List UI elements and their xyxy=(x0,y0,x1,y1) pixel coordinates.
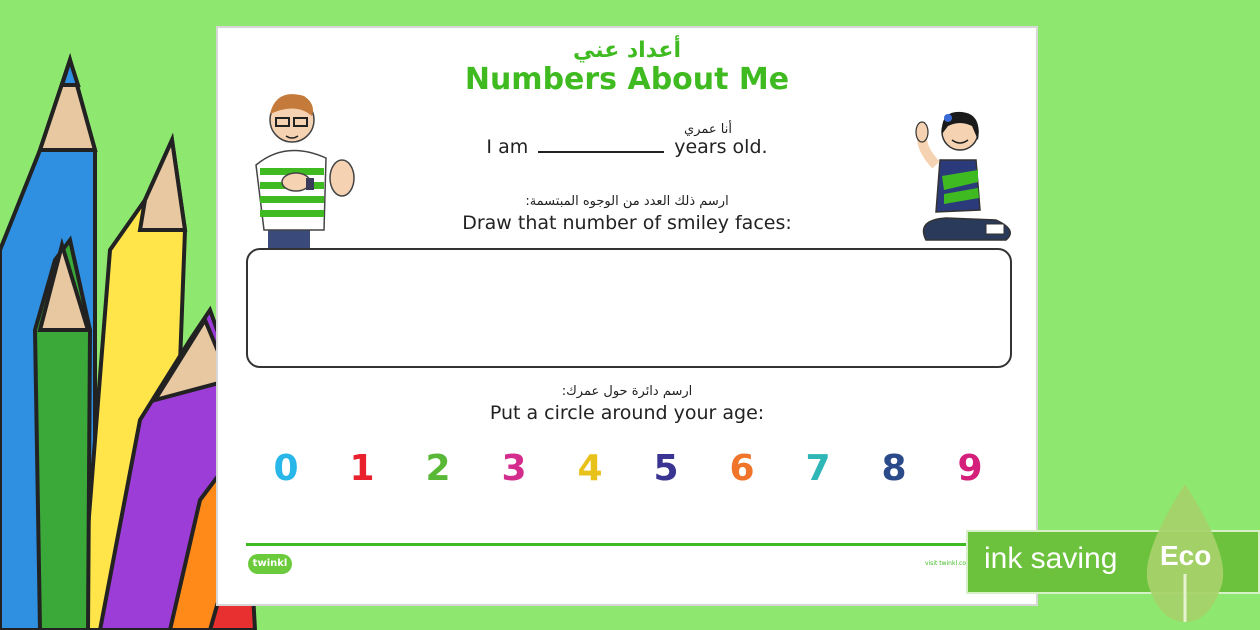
boy-illustration xyxy=(246,80,364,250)
number-0[interactable]: 0 xyxy=(273,448,299,489)
footer-divider xyxy=(246,543,1008,546)
number-row xyxy=(266,448,1006,498)
number-5[interactable]: 5 xyxy=(653,448,679,489)
visit-link[interactable]: visit twinkl.co xyxy=(924,560,966,567)
circle-prompt-arabic: ارسم دائرة حول عمرك: xyxy=(561,384,693,399)
girl-illustration xyxy=(906,110,1018,242)
drawing-box[interactable] xyxy=(246,248,1012,368)
eco-label: Eco xyxy=(1160,540,1212,571)
circle-prompt: Put a circle around your age: xyxy=(489,402,765,424)
number-7[interactable]: 7 xyxy=(805,448,831,489)
age-prompt-arabic: أنا عمري xyxy=(684,122,732,137)
number-4[interactable]: 4 xyxy=(577,448,603,489)
number-9[interactable]: 9 xyxy=(957,448,983,489)
number-2[interactable]: 2 xyxy=(425,448,451,489)
number-8[interactable]: 8 xyxy=(881,448,907,489)
smiley-prompt-arabic: ارسم ذلك العدد من الوجوه المبتسمة: xyxy=(525,194,729,209)
smiley-prompt: Draw that number of smiley faces: xyxy=(462,212,792,234)
number-3[interactable]: 3 xyxy=(501,448,527,489)
age-blank-line[interactable] xyxy=(538,137,664,153)
page-title: Numbers About Me xyxy=(464,62,790,97)
age-prefix: I am xyxy=(486,136,529,158)
number-1[interactable]: 1 xyxy=(349,448,375,489)
title-arabic: أعداد عني xyxy=(572,38,682,63)
number-6[interactable]: 6 xyxy=(729,448,755,489)
age-sentence xyxy=(418,136,836,158)
age-suffix: years old. xyxy=(674,136,768,158)
worksheet-page xyxy=(218,28,1036,604)
twinkl-logo: twinkl xyxy=(248,554,292,574)
ink-saving-label: ink saving xyxy=(984,542,1118,575)
